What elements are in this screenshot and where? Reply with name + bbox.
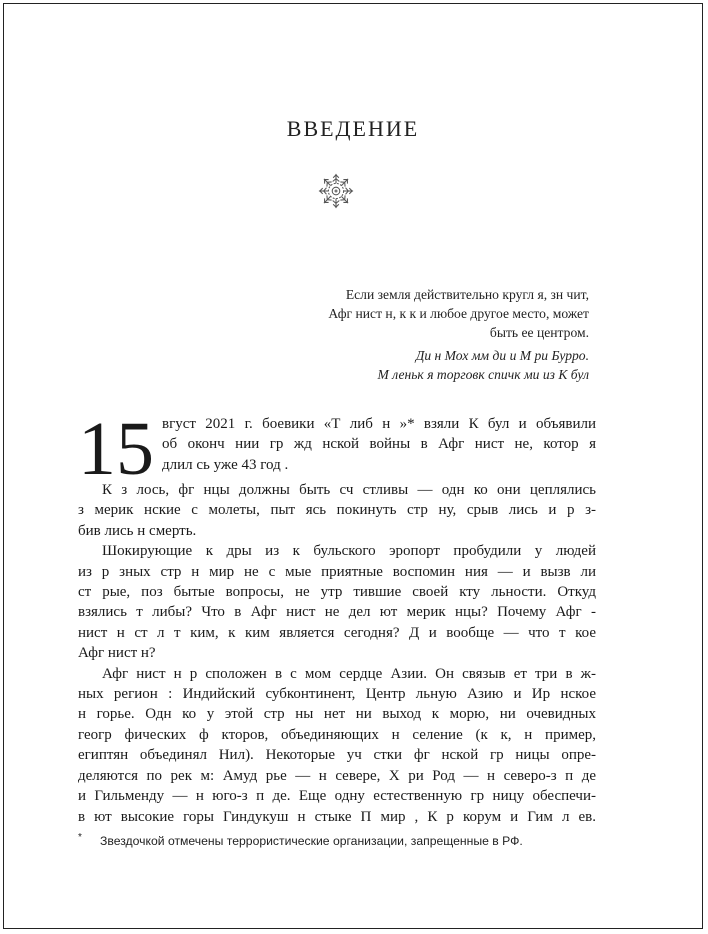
- footnote-text: Звездочкой отмечены террористические организации, запрещенные в РФ.: [100, 834, 523, 848]
- text-line: взялись т либы? Что в Афг нист не дел ют мерик нцы? Почему Афг -: [78, 604, 596, 621]
- text-line: з мерик нские с молеты, пыт ясь покинуть стр ну, срыв лись и р з-: [78, 502, 596, 519]
- text-line: Шокирующие к дры из к бульского эропорт пробудили у людей: [102, 543, 596, 560]
- paragraph: [78, 414, 596, 475]
- text-line: н горье. Одн ко у этой стр ны нет ни выход к морю, ни очевидных: [78, 706, 596, 723]
- text-line: Афг нист н р сположен в с мом сердце Азии. Он связыв ет три в ж-: [102, 665, 596, 682]
- snowflake-ornament-icon: [317, 172, 355, 210]
- epigraph-quote-line: быть ее центром.: [489, 325, 589, 340]
- text-line: ст рые, поз бытые вопросы, не утр тившие своей кту льности. Откуд: [78, 584, 596, 601]
- chapter-title: ВВЕДЕНИЕ: [286, 116, 420, 141]
- epigraph-quote-line: Если земля действительно кругл я, зн чит,: [345, 287, 589, 302]
- text-line: вгуст 2021 г. боевики «Т либ н »* взяли К бул и объявили: [162, 416, 596, 432]
- footnote-mark: *: [78, 832, 82, 843]
- text-line: Афг нист н?: [78, 645, 156, 662]
- text-line: нист н ст л т ким, к ким является сегодня? Д и вообще — что т кое: [78, 624, 596, 641]
- epigraph-attribution-line: Ди н Мох мм ди и М ри Бурро.: [415, 348, 589, 363]
- body-text: [78, 407, 596, 827]
- text-line: бив лись н смерть.: [78, 522, 197, 539]
- text-line: и Гильменду — н юго-з п де. Еще одну естественную гр ницу обеспечи-: [78, 788, 596, 805]
- paragraph: [78, 664, 596, 827]
- paragraph: [78, 541, 596, 663]
- text-line: в ют высокие горы Гиндукуш н стыке П мир , К р корум и Гим л ев.: [78, 808, 596, 825]
- book-page: [3, 3, 703, 929]
- epigraph-quote: [259, 285, 589, 342]
- text-line: об оконч нии гр жд нской войны в Афг нист не, котор я: [162, 436, 596, 453]
- epigraph-quote-line: Афг нист н, к к и любое другое место, может: [328, 306, 589, 321]
- text-line: К з лось, фг нцы должны быть сч стливы — одн ко они цеплялись: [102, 482, 596, 498]
- text-line: из р зных стр н мир не с мые приятные воспомин ния — и вызв ли: [78, 563, 596, 580]
- drop-cap: 15: [78, 407, 154, 491]
- text-line: деляются по рек м: Амуд рье — н севере, Х ри Род — н северо-з п де: [78, 767, 596, 784]
- text-line: ных регион : Индийский субконтинент, Центр льную Азию и Ир нское: [78, 686, 596, 703]
- text-line: египтян объединял Нил). Некоторые уч стки фг нской гр ницы опре-: [78, 747, 596, 764]
- text-line: длил сь уже 43 год .: [162, 456, 289, 473]
- epigraph: [259, 285, 589, 384]
- epigraph-attribution-line: М леньк я торговк спичк ми из К бул: [377, 367, 589, 382]
- epigraph-attribution: [259, 346, 589, 384]
- text-line: геогр фических ф кторов, объединяющих н селение (к к, н пример,: [78, 726, 596, 743]
- paragraph: [78, 480, 596, 541]
